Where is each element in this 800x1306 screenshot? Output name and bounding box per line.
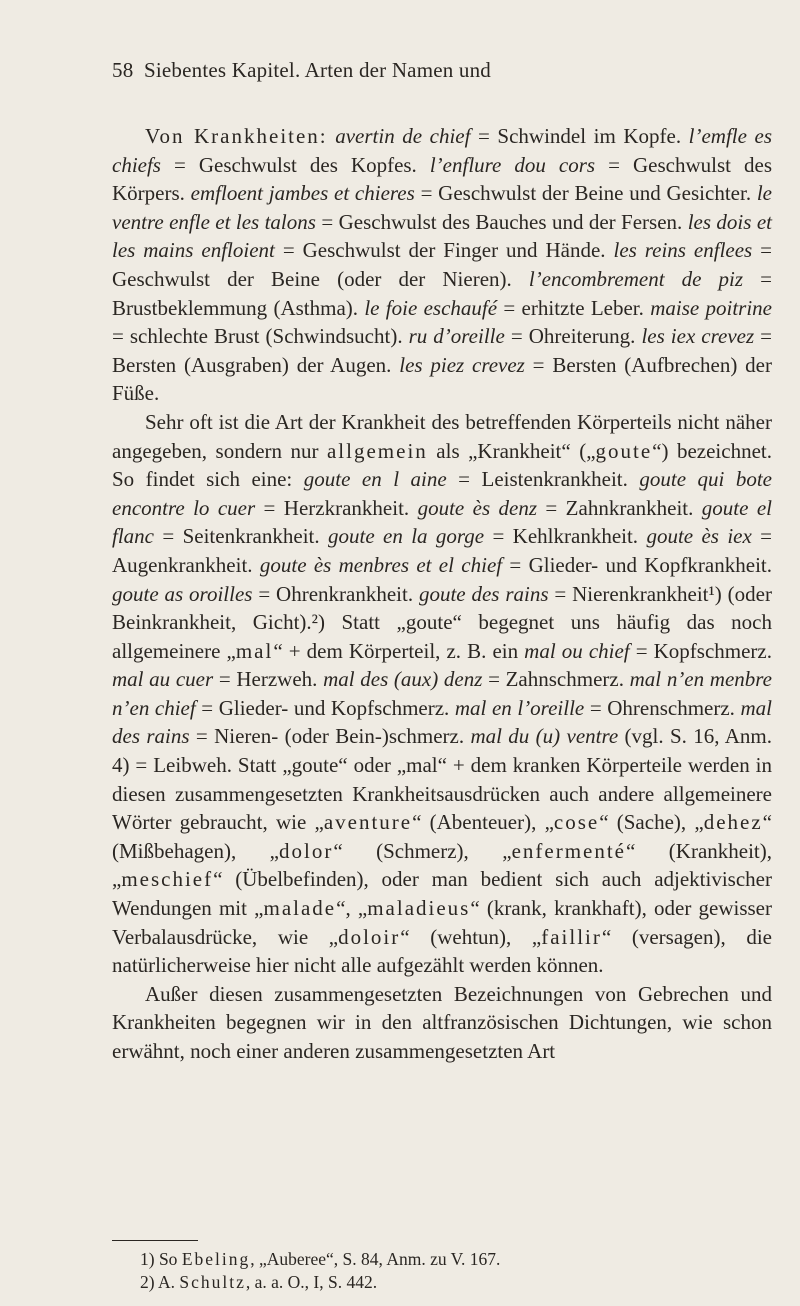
paragraph (112, 122, 772, 408)
text-run: 1) So (140, 1249, 182, 1269)
text-run: = Glieder- und Kopfkrankheit. (502, 552, 772, 577)
text-run: = Geschwulst der Finger und Hände. (274, 238, 614, 263)
text-run: = Bersten (Ausgraben) der Augen. (112, 324, 772, 377)
text-run: “ (Sache), „ (599, 810, 704, 835)
spaced-term: cose (553, 810, 600, 835)
spaced-term: goute (595, 438, 653, 463)
french-term: mal au cuer (112, 667, 214, 692)
spaced-term: maladieus (367, 896, 471, 921)
text-run: = Geschwulst der Beine (oder der Nieren). (112, 238, 773, 291)
spaced-term: Von Krankheiten: (145, 124, 328, 148)
french-term: goute en la gorge (327, 524, 485, 549)
text-run: “) bezeichnet. So findet sich eine: (112, 438, 772, 492)
french-term: emfloent jambes et chieres (190, 181, 415, 206)
text-run: = Zahnschmerz. (482, 667, 630, 692)
text-run: = Geschwulst des Kopfes. (160, 152, 430, 177)
text-run: = Ohreiterung. (504, 324, 642, 349)
spaced-term: faillir (541, 924, 602, 949)
text-run: (vgl. S. 16, Anm. 4) = Leibweh. Statt „goute“ oder „mal“ + dem kranken Körperteile werden in diesen zusammengesetzten Krankheitsausdrücken auch andere allgemeinere Wörter gebraucht, wie „ (112, 724, 772, 835)
text-run: = Nieren- (oder Bein-)schmerz. (189, 724, 471, 749)
spaced-term: Ebeling (181, 1249, 251, 1269)
spaced-term: enfermenté (511, 838, 627, 863)
text-run: = Kehlkrankheit. (484, 524, 647, 549)
french-term: l’enflure dou cors (429, 152, 596, 177)
text-run: = Ohrenschmerz. (584, 695, 741, 720)
spaced-term: aventure (323, 810, 413, 835)
text-run: = Kopfschmerz. (629, 638, 772, 663)
french-term: avertin de chief (335, 124, 471, 148)
spaced-term: dehez (703, 810, 763, 835)
spaced-term: doloir (338, 924, 401, 949)
paragraph (112, 980, 772, 1066)
footnote-separator (112, 1240, 198, 1241)
text-run: “ (Schmerz), „ (333, 838, 512, 863)
text-run: “, „ (336, 896, 368, 921)
spaced-term: malade (263, 896, 337, 921)
body-text (112, 122, 772, 1066)
spaced-term: mal (235, 638, 274, 663)
footnote (140, 1271, 760, 1294)
french-term: les dois et les mains enfloient (112, 209, 773, 263)
french-term: goute ès iex (646, 524, 752, 549)
text-run: = Augenkrankheit. (112, 524, 773, 577)
spaced-term: dolor (278, 838, 334, 863)
text-run: “ + dem Körperteil, z. B. ein (273, 638, 525, 663)
running-head: Siebentes Kapitel. Arten der Namen und (144, 58, 492, 82)
text-run: 2) A. (140, 1272, 180, 1292)
french-term: le ventre enfle et les talons (112, 181, 772, 234)
text-run: = Ohrenkrankheit. (252, 581, 419, 606)
text-run: “ (Mißbehagen), „ (112, 810, 772, 863)
french-term: mal des rains (112, 695, 773, 749)
french-term: maise poitrine (650, 295, 773, 320)
french-term: mal en l’oreille (454, 695, 585, 720)
footnote (140, 1248, 760, 1271)
text-run: = schlechte Brust (Schwindsucht). (112, 324, 409, 349)
french-term: mal ou chief (524, 638, 630, 663)
french-term: mal des (aux) denz (323, 667, 483, 692)
spaced-term: Schultz (179, 1272, 246, 1292)
text-run: = Brustbeklemmung (Asthma). (112, 266, 773, 320)
text-run: = Seitenkrankheit. (154, 524, 328, 549)
french-term: goute as oroilles (112, 581, 253, 606)
french-term: l’emfle es chiefs (112, 124, 772, 177)
text-run: “ (krank, krankhaft), oder gewisser Verbalausdrücke, wie „ (112, 896, 772, 949)
spaced-term: meschief (121, 867, 214, 892)
text-run: , „Auberee“, S. 84, Anm. zu V. 167. (250, 1249, 501, 1269)
text-run: = Leistenkrankheit. (446, 467, 640, 492)
french-term: les iex crevez (641, 324, 755, 349)
text-run: = Geschwulst des Bauches und der Fersen. (315, 209, 688, 234)
text-run: = Schwindel im Kopfe. (470, 124, 689, 148)
text-run: Außer diesen zusammengesetzten Bezeichnungen von Gebrechen und Krankheiten begegnen wir in den altfranzösischen Dichtungen, wie schon erwähnt, noch einer anderen zusammengesetzten Art (112, 981, 772, 1063)
french-term: le foie eschaufé (364, 295, 498, 320)
text-run: = erhitzte Leber. (497, 295, 651, 320)
spaced-term: allgemein (326, 438, 428, 463)
text-run: “ (Übelbefinden), oder man bedient sich auch adjektivischer Wendungen mit „ (112, 867, 772, 921)
text-run: = Zahnkrankheit. (537, 495, 702, 520)
text-run: = Geschwulst der Beine und Gesichter. (414, 181, 757, 206)
french-term: goute des rains (418, 581, 549, 606)
text-run: “ (versagen), die natürlicherweise hier nicht alle aufgezählt werden können. (112, 924, 772, 978)
footnotes (140, 1248, 760, 1294)
text-run: Sehr oft ist die Art der Krankheit des betreffenden Körperteils nicht näher angegeben, sondern nur (112, 409, 772, 463)
french-term: l’encombrement de piz (528, 266, 744, 291)
french-term: goute qui bote encontre lo cuer (112, 467, 772, 520)
french-term: mal du (u) ventre (470, 724, 619, 749)
french-term: les piez crevez (399, 352, 525, 377)
text-run: = Herzkrankheit. (255, 495, 418, 520)
text-run: “ (Krankheit), „ (112, 838, 772, 892)
french-term: goute ès menbres et el chief (259, 552, 503, 577)
page-number: 58 (112, 58, 134, 82)
text-run: = Nierenkrankheit¹) (oder Beinkrankheit, Gicht).²) Statt „goute“ begegnet uns häufig das noch allgemeinere „ (112, 581, 772, 663)
french-term: les reins enflees (613, 238, 753, 263)
text-run: als „Krankheit“ („ (427, 438, 596, 463)
paragraph (112, 408, 772, 980)
french-term: mal n’en menbre n’en chief (112, 667, 773, 720)
text-run: = Geschwulst des Körpers. (112, 152, 772, 206)
french-term: ru d’oreille (408, 324, 505, 349)
french-term: goute ès denz (417, 495, 538, 520)
text-run: = Herzweh. (213, 667, 324, 692)
text-run: = Bersten (Aufbrechen) der Füße. (112, 352, 772, 406)
text-run: = Glieder- und Kopfschmerz. (195, 695, 455, 720)
french-term: goute en l aine (303, 467, 447, 492)
text-run: “ (Abenteuer), „ (412, 810, 554, 835)
text-run: “ (wehtun), „ (400, 924, 542, 949)
french-term: goute el flanc (112, 495, 773, 549)
text-run: , a. a. O., I, S. 442. (245, 1272, 378, 1292)
